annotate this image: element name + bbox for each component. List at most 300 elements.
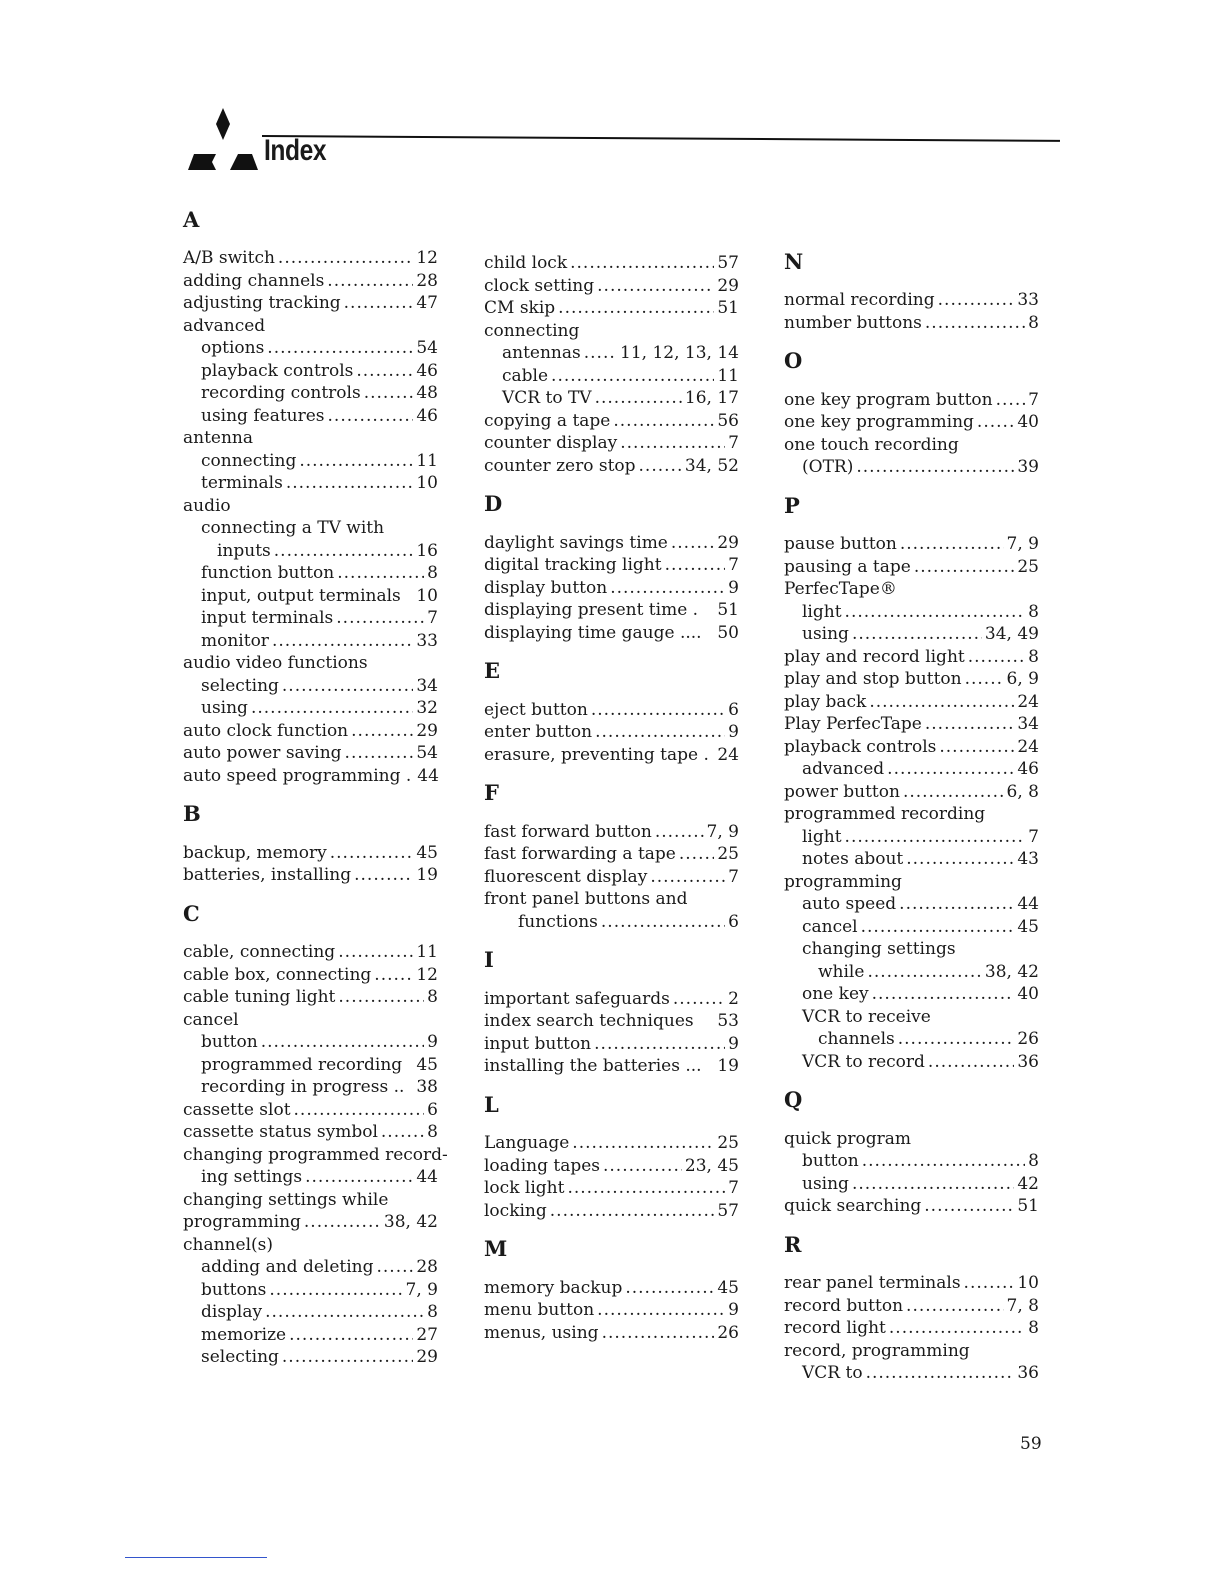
entry-term: changing settings while [183,1189,389,1210]
entry-term: child lock [484,253,568,273]
index-entry [484,554,739,577]
index-entry [484,297,739,320]
index-entry [784,289,1039,312]
index-entry [484,1277,739,1300]
entry-term: antennas [502,343,581,363]
index-entry [183,720,438,743]
entry-term: play and record light [784,646,965,667]
entry-page: 34 [1017,714,1039,734]
index-entry [784,1006,1039,1029]
index-entry [183,292,438,315]
dot-leader [274,540,414,563]
dot-leader [964,1272,1015,1295]
entry-page: 8 [427,563,438,583]
index-entry [784,1295,1039,1318]
entry-term: selecting [201,675,279,696]
entry-term: function button [201,563,335,583]
index-entry [183,742,438,765]
entry-page: 33 [416,630,438,651]
entry-page: 6 [728,911,739,932]
index-entry [784,1195,1039,1218]
entry-term: changing programmed record- [183,1144,448,1165]
entry-page: 34 [416,675,438,696]
dot-leader [595,721,725,744]
entry-page: 9 [728,577,739,598]
entry-page: 8 [427,1122,438,1142]
dot-leader [977,411,1014,434]
index-entry [484,599,739,622]
entry-term: fast forward button [484,821,652,842]
index-entry [183,540,438,563]
entry-term: VCR to TV [502,388,592,408]
index-entry [484,1010,739,1033]
entry-page: 24 [1017,691,1039,712]
entry-term: display button [484,577,608,598]
entry-page: 34, 49 [984,624,1039,644]
entry-term: counter zero stop [484,455,636,476]
entry-term: recording controls [201,383,361,403]
entry-page: 51 [717,298,739,318]
entry-page: 16, 17 [684,388,739,408]
entry-page: 44 [416,1167,438,1187]
entry-term: backup, memory [183,842,327,863]
dot-leader [639,455,682,478]
entry-page: 8 [1028,1151,1039,1171]
entry-page: 25 [717,1133,739,1153]
index-entry [183,1031,438,1054]
entry-term: VCR to record [802,1051,925,1072]
entry-page: 32 [416,698,438,718]
entry-term: button [201,1032,258,1052]
dot-leader [272,630,413,653]
index-entry [484,432,739,455]
entry-term: CM skip [484,298,556,318]
index-entry [183,1166,438,1189]
entry-term: one key program button [784,389,993,410]
dot-leader [267,337,413,360]
entry-page: 8 [1028,601,1039,622]
index-entry [183,986,438,1009]
entry-page: 24 [1017,736,1039,757]
index-entry [784,389,1039,412]
entry-term: copying a tape [484,410,611,431]
entry-term: programming [784,871,902,892]
entry-term: cassette status symbol [183,1122,378,1142]
entry-term: audio [183,495,231,516]
dot-leader [906,848,1014,871]
entry-page: 25 [1017,556,1039,577]
entry-term: audio video functions [183,653,368,673]
dot-leader [610,577,725,600]
section-letter: A [183,207,200,232]
section-letter: O [784,348,803,373]
index-entry [784,1272,1039,1295]
entry-term: light [802,826,842,847]
index-entry [183,585,438,608]
entry-term: daylight savings time [484,532,668,553]
index-entry [484,699,739,722]
entry-term: connecting [201,450,297,471]
dot-leader [861,916,1015,939]
entry-page: 7 [1028,389,1039,410]
index-entry [183,630,438,653]
index-entry [784,411,1039,434]
index-entry [183,247,438,270]
entry-page: 11 [416,450,438,471]
entry-page: 33 [1017,290,1039,310]
index-entry [183,315,438,338]
index-entry [183,864,438,887]
entry-term: play back [784,691,867,712]
index-entry [784,691,1039,714]
entry-term: adding and deleting [201,1257,374,1277]
dot-leader [338,941,413,964]
entry-term: button [802,1151,859,1171]
index-entry [484,622,739,645]
index-entry [183,1189,438,1212]
entry-term: cassette slot [183,1099,291,1120]
entry-page: 7 [728,1178,739,1198]
index-entry [784,623,1039,646]
index-entry [784,848,1039,871]
dot-leader [620,432,725,455]
entry-term: input terminals [201,608,334,628]
entry-page: 23, 45 [684,1155,739,1176]
index-entry [784,826,1039,849]
entry-term: advanced [183,315,266,336]
entry-page: 29 [416,720,438,741]
dot-leader [965,668,1004,691]
index-entry [183,842,438,865]
index-entry [484,410,739,433]
entry-term: quick program [784,1128,912,1149]
entry-page: 38, 42 [984,961,1039,982]
dot-leader [278,247,413,270]
index-entry [484,1055,739,1078]
entry-term: important safeguards [484,988,670,1009]
entry-term: lock light [484,1178,565,1198]
entry-term: display [201,1302,263,1322]
index-entry [784,1128,1039,1151]
entry-term: options [201,338,265,358]
entry-term: index search techniques [484,1011,694,1031]
entry-term: cancel [802,916,858,937]
index-entry [183,337,438,360]
entry-term: record, programming [784,1340,970,1361]
dot-leader [294,1099,425,1122]
entry-term: while [818,961,865,982]
entry-page: 7 [728,555,739,575]
entry-term: Play PerfecTape [784,714,922,734]
dot-leader [903,781,1004,804]
index-entry [183,1279,438,1302]
index-entry [784,1340,1039,1363]
index-entry [484,1177,739,1200]
entry-page: 39 [1017,457,1039,477]
entry-page: 28 [416,1257,438,1277]
dot-leader [337,562,424,585]
entry-page: 8 [427,1302,438,1322]
entry-page: 6, 8 [1006,781,1039,802]
index-entry [484,387,739,410]
entry-page: 9 [728,1033,739,1054]
entry-page: 27 [416,1324,438,1345]
entry-page: 7, 8 [1006,1295,1039,1316]
index-column-1 [183,207,448,1369]
index-entry [484,342,739,365]
index-entry [784,1051,1039,1074]
index-entry [484,365,739,388]
entry-term: connecting [484,320,580,341]
dot-leader [996,389,1026,412]
entry-term: (OTR) [802,457,854,477]
index-entry [183,1144,448,1167]
index-entry [784,1173,1039,1196]
entry-page: 56 [717,410,739,431]
dot-leader [551,365,714,388]
dot-leader [900,533,1004,556]
entry-term: VCR to [802,1363,863,1383]
index-entry [784,434,1039,457]
dot-leader [570,252,714,275]
entry-page: 40 [1017,412,1039,432]
index-entry [183,270,438,293]
dot-leader [655,821,704,844]
entry-page: 46 [416,360,438,381]
entry-page: 8 [427,987,438,1007]
entry-term: adjusting tracking [183,293,341,313]
dot-leader [845,601,1026,624]
entry-term: clock setting [484,275,595,296]
entry-page: 38, 42 [383,1212,438,1232]
index-entry [183,562,438,585]
entry-term: front panel buttons and [484,889,688,909]
entry-page: 47 [416,293,438,313]
index-entry [484,744,739,767]
dot-leader [261,1031,424,1054]
index-entry [484,866,739,889]
dot-leader [671,532,714,555]
entry-term: using [802,1173,849,1194]
entry-page: 6 [427,1099,438,1120]
dot-leader [914,556,1015,579]
entry-page: 48 [416,383,438,403]
entry-term: antenna [183,428,254,448]
entry-term: play and stop button [784,669,962,689]
dot-leader [344,292,414,315]
section-letter: D [484,491,503,516]
entry-page: 11 [717,365,739,386]
entry-page: 54 [416,743,438,763]
dot-leader [330,842,414,865]
section-letter: L [484,1091,499,1117]
index-entry [784,1362,1039,1385]
entry-page: 6, 9 [1006,669,1039,689]
dot-leader [899,893,1014,916]
entry-page: 57 [717,253,739,273]
page-number: 59 [1020,1434,1042,1454]
index-entry [484,1132,739,1155]
entry-page: 26 [1017,1029,1039,1049]
index-entry [784,578,1039,601]
entry-term: cable, connecting [183,942,336,962]
dot-leader [856,456,1014,479]
entry-term: cancel [183,1009,239,1030]
entry-page: 36 [1017,1363,1039,1383]
index-entry [784,533,1039,556]
index-entry [183,517,438,540]
entry-term: cable box, connecting [183,964,372,985]
section-letter: M [484,1236,508,1261]
index-entry [183,1346,438,1369]
index-entry [484,1322,739,1345]
entry-term: input, output terminals [201,585,401,606]
dot-leader [591,699,725,722]
dot-leader [938,289,1015,312]
dot-leader [376,1256,413,1279]
dot-leader [351,720,413,743]
entry-page: 2 [728,988,739,1009]
dot-leader [345,742,414,765]
entry-page: 45 [416,842,438,863]
entry-page: 10 [416,585,438,606]
section-letter: R [784,1231,802,1257]
entry-page: 26 [717,1322,739,1343]
index-entry [183,1099,438,1122]
entry-term: eject button [484,699,588,720]
dot-leader [269,1279,402,1302]
index-entry [784,556,1039,579]
entry-term: auto speed programming . [183,765,412,786]
dot-leader [251,697,413,720]
index-entry [484,1299,739,1322]
index-entry [484,911,739,934]
dot-leader [845,826,1026,849]
index-entry [183,1121,438,1144]
entry-page: 38 [416,1077,438,1097]
entry-page: 50 [717,622,739,643]
index-entry [484,275,739,298]
entry-page: 25 [717,844,739,864]
entry-page: 24 [717,744,739,765]
entry-term: one touch recording [784,434,959,455]
entry-page: 9 [728,1300,739,1320]
dot-leader [595,387,682,410]
index-entry [784,1150,1039,1173]
entry-term: recording in progress .. [201,1077,405,1097]
dot-leader [889,1317,1025,1340]
index-entry [183,675,438,698]
entry-term: light [802,601,842,622]
dot-leader [286,472,414,495]
index-entry [484,577,739,600]
dot-leader [265,1301,424,1324]
index-entry [183,1324,438,1347]
index-entry [183,1009,438,1032]
dot-leader [928,1051,1014,1074]
index-entry [183,697,438,720]
entry-page: 45 [717,1277,739,1298]
entry-term: advanced [802,759,885,779]
dot-leader [584,342,617,365]
entry-term: A/B switch [183,248,275,268]
dot-leader [550,1200,715,1223]
entry-page: 7 [1028,826,1039,847]
dot-leader [328,405,414,428]
index-entry [784,312,1039,335]
dot-leader [869,691,1014,714]
dot-leader [336,607,424,630]
entry-term: one key [802,984,869,1004]
dot-leader [597,275,714,298]
entry-term: menus, using [484,1322,599,1343]
entry-term: terminals [201,473,283,493]
entry-page: 8 [1028,646,1039,667]
dot-leader [673,988,725,1011]
index-entry [784,871,1039,894]
entry-term: playback controls [201,360,354,381]
index-entry [784,758,1039,781]
entry-page: 19 [416,865,438,885]
entry-page: 10 [416,473,438,493]
entry-term: record button [784,1295,904,1316]
mitsubishi-logo-icon [188,108,258,170]
entry-term: programmed recording [201,1054,403,1075]
entry-term: programming [183,1212,301,1232]
entry-term: one key programming [784,412,974,432]
dot-leader [872,983,1015,1006]
dot-leader [327,270,413,293]
dot-leader [282,1346,413,1369]
entry-page: 34, 52 [684,455,739,476]
dot-leader [305,1166,413,1189]
entry-page: 12 [416,248,438,268]
section-letter: F [484,780,499,805]
entry-term: selecting [201,1347,279,1367]
entry-term: cable tuning light [183,987,336,1007]
entry-term: auto speed [802,894,897,914]
entry-page: 29 [717,532,739,553]
entry-term: enter button [484,722,593,742]
entry-term: menu button [484,1300,595,1320]
entry-page: 12 [416,964,438,985]
entry-term: changing settings [802,939,956,959]
dot-leader [304,1211,381,1234]
entry-term: PerfecTape® [784,579,897,599]
index-entry [784,983,1039,1006]
entry-term: loading tapes [484,1155,600,1176]
entry-page: 42 [1017,1173,1039,1194]
dot-leader [299,450,413,473]
entry-page: 7 [728,433,739,453]
page-title: Index [264,134,327,167]
entry-term: playback controls [784,736,937,757]
dot-leader [852,623,982,646]
entry-term: channels [818,1029,895,1049]
entry-page: 51 [717,600,739,620]
index-entry [183,765,438,788]
index-column-2 [484,252,739,1344]
dot-leader [381,1121,424,1144]
index-entry [183,1234,438,1257]
entry-page: 8 [1028,1318,1039,1338]
entry-page: 19 [717,1056,739,1076]
header-rule [262,135,1060,142]
entry-term: connecting a TV with [201,518,385,538]
entry-page: 44 [417,765,439,786]
entry-page: 7, 9 [1006,534,1039,554]
entry-term: fluorescent display [484,866,648,887]
